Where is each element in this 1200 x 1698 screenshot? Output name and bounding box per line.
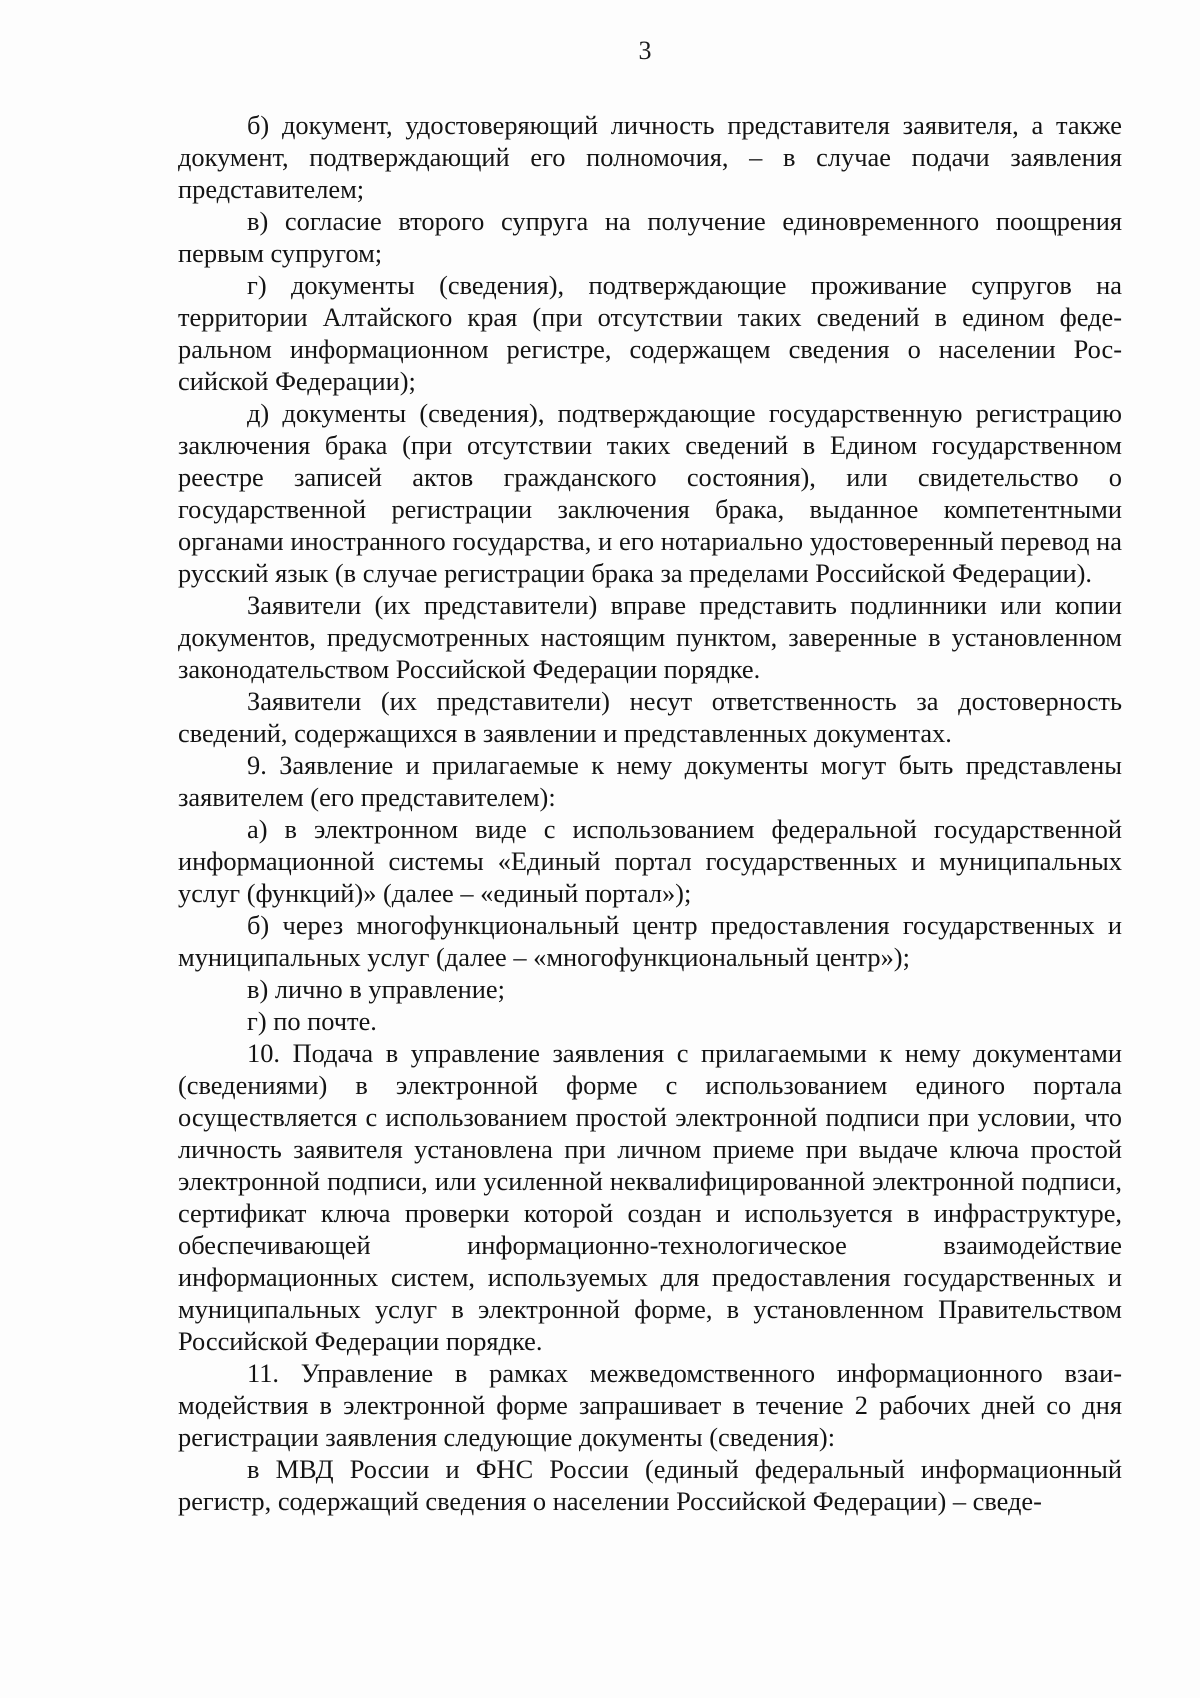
document-body	[178, 109, 1122, 1517]
paragraph: 10. Подача в управление заявления с прилагаемыми к нему документами (сведениями) в электронной форме с использованием единого портала осуществляется с использованием простой электронной подписи при условии, что личность заявителя установлена при личном приеме при выдаче ключа простой электронной подписи, или усиленной неквалифицированной электронной подписи, сертификат ключа проверки которой создан и используется в инфраструктуре, обеспечивающей информационно-технологическое взаимодействие информационных систем, используемых для предоставления государственных и муниципальных услуг в электронной форме, в установленном Правительством Российской Федерации порядке.	[178, 1038, 1122, 1356]
paragraph: д) документы (сведения), подтверждающие государственную регистрацию заключения брака (при отсутствии таких сведений в Едином государственном реестре записей актов гражданского состояния), или свидетельство о государственной регистрации заключения брака, выданное компетентными органами иностранного государства, и его нотариально удостоверенный перевод на русский язык (в случае регистрации брака за пределами Российской Федерации).	[178, 398, 1122, 588]
paragraph: б) документ, удостоверяющий личность представителя заявителя, а также документ, подтверждающий его полномочия, – в случае подачи заявления представителем;	[178, 110, 1122, 204]
paragraph: 11. Управление в рамках межведомственного информационного взаимодействия в электронной форме запрашивает в течение 2 рабочих дней со дня регистрации заявления следующие документы (сведения):	[178, 1358, 1122, 1452]
page-number: 3	[638, 36, 652, 65]
paragraph: в) лично в управление;	[247, 974, 505, 1004]
paragraph: Заявители (их представители) несут ответственность за достоверность сведений, содержащихся в заявлении и представленных документах.	[178, 686, 1122, 748]
paragraph: в МВД России и ФНС России (единый федеральный информационный регистр, содержащий сведения о населении Российской Федерации) – сведе-	[178, 1454, 1122, 1516]
paragraph: Заявители (их представители) вправе представить подлинники или копии документов, предусмотренных настоящим пунктом, заверенные в установленном законодательством Российской Федерации порядке.	[178, 590, 1122, 684]
paragraph: б) через многофункциональный центр предоставления государственных и муниципальных услуг (далее – «многофункциональный центр»);	[178, 910, 1122, 972]
paragraph: г) по почте.	[247, 1006, 377, 1036]
paragraph: г) документы (сведения), подтверждающие проживание супругов на территории Алтайского края (при отсутствии таких сведений в едином федеральном информационном регистре, содержащем сведения о населении Российской Федерации);	[178, 270, 1122, 396]
paragraph: а) в электронном виде с использованием федеральной государственной информационной системы «Единый портал государственных и муниципальных услуг (функций)» (далее – «единый портал»);	[178, 814, 1122, 908]
paragraph: в) согласие второго супруга на получение единовременного поощрения первым супругом;	[178, 206, 1122, 268]
paragraph: 9. Заявление и прилагаемые к нему документы могут быть представлены заявителем (его представителем):	[178, 750, 1122, 812]
